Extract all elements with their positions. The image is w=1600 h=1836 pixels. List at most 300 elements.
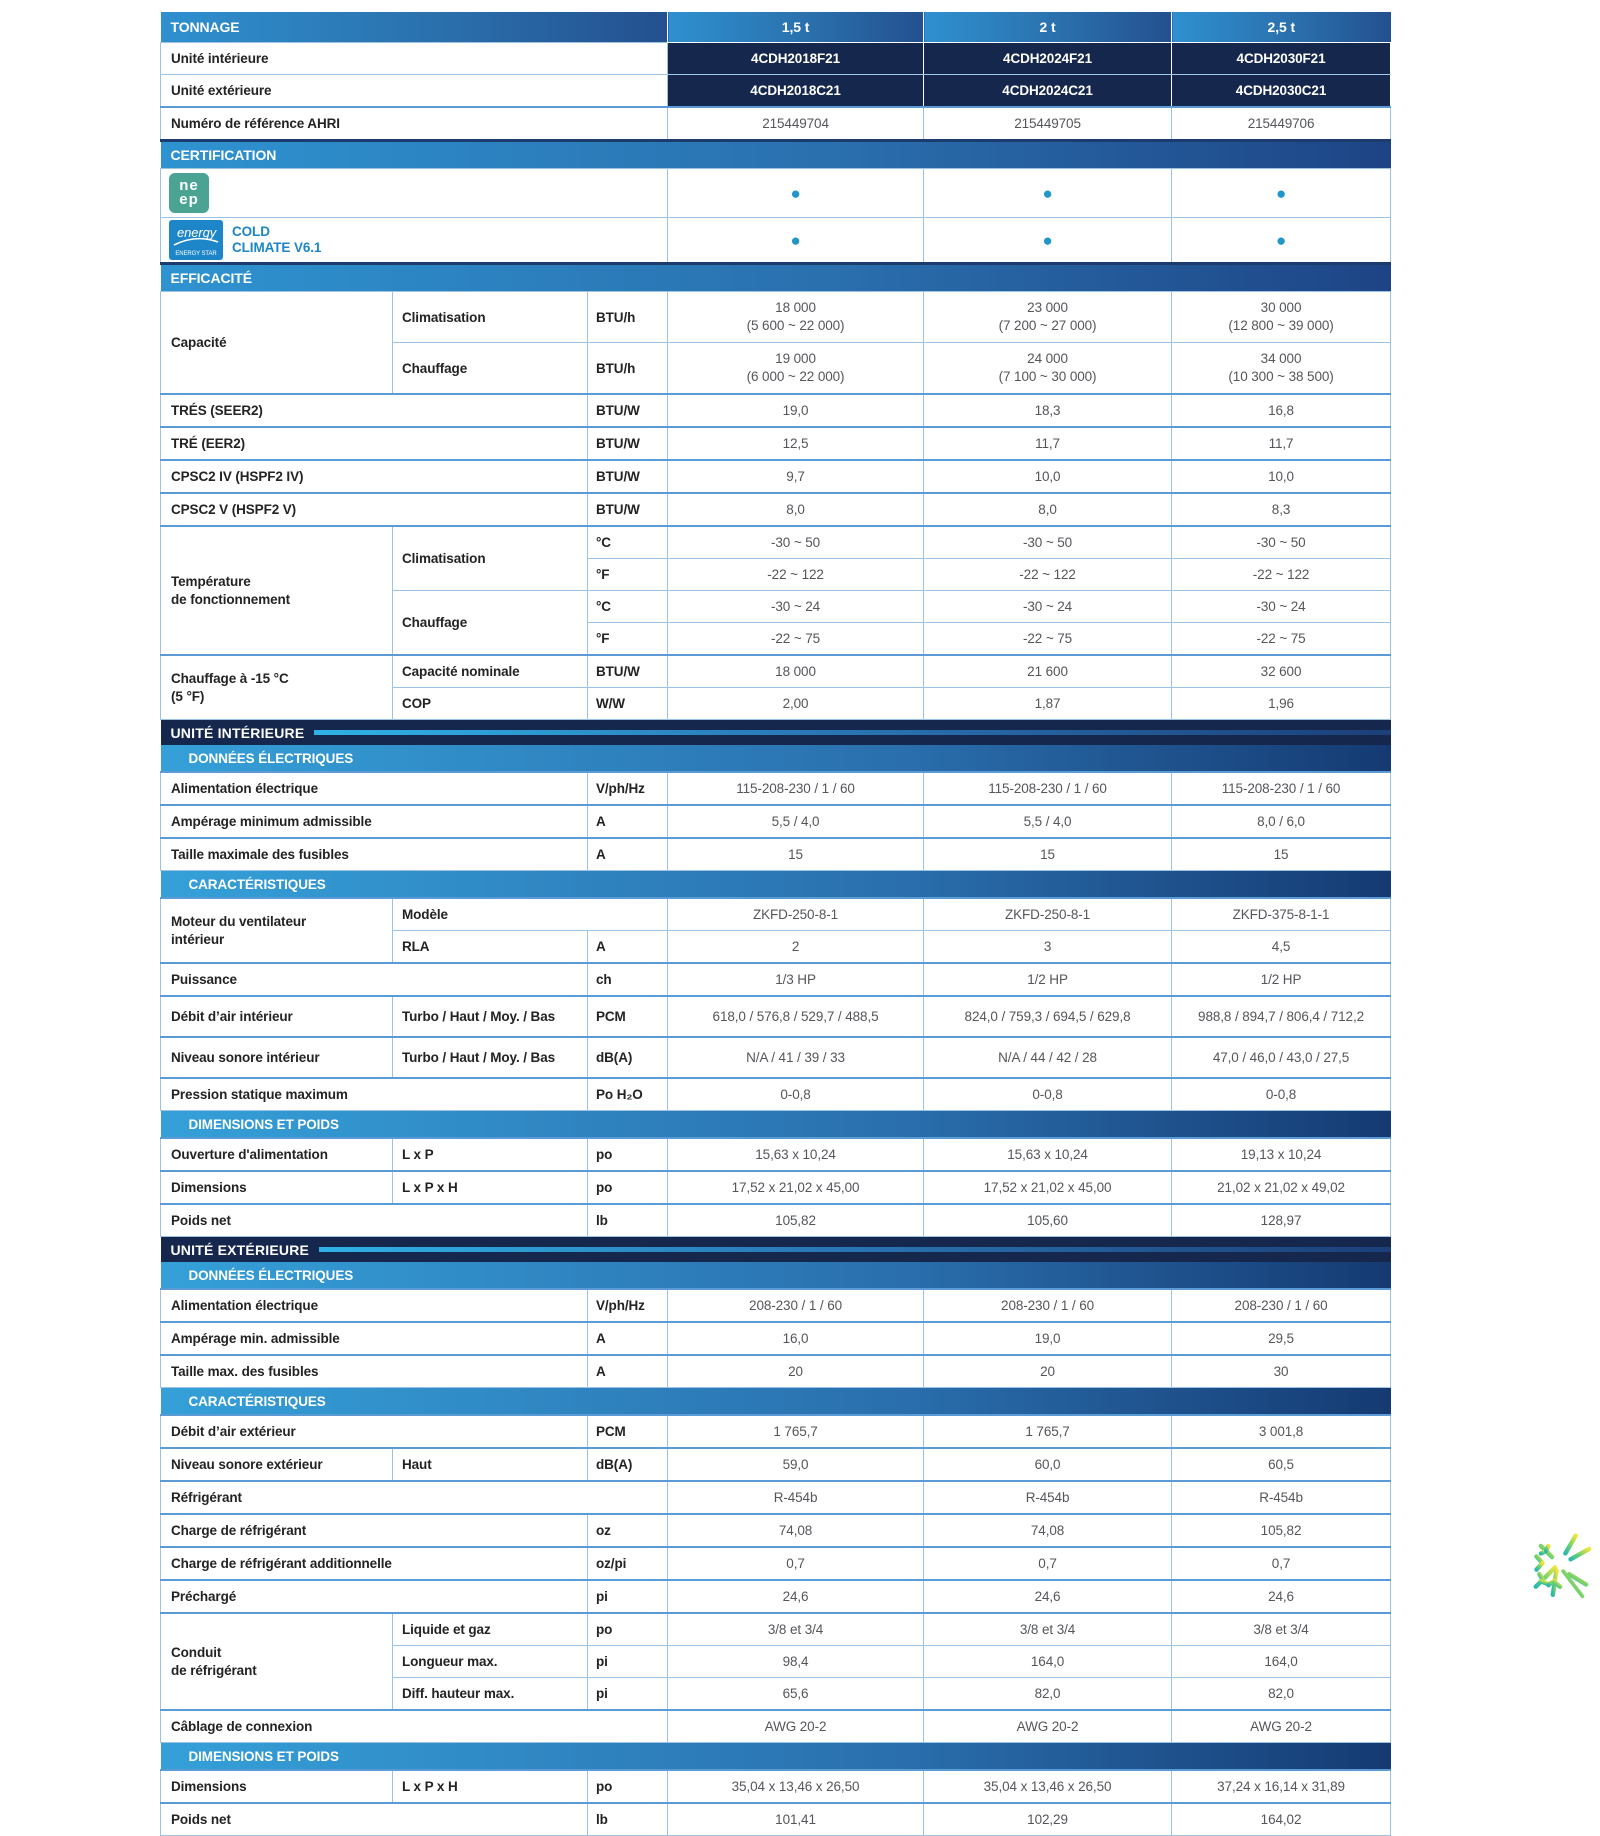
row-sublabel: Modèle [393,898,668,931]
row-unit: ch [588,963,668,996]
row-label: Débit d’air extérieur [161,1415,588,1448]
subsection-title: DONNÉES ÉLECTRIQUES [161,1262,1391,1289]
iu-motor-model-row [161,898,1391,931]
row-unit: Po H₂O [588,1078,668,1111]
row-value: R-454b [924,1481,1172,1514]
indoor-model-row [161,43,1391,75]
row-value: 164,0 [924,1646,1172,1678]
spec-sheet [160,12,1390,1836]
certification-band [161,141,1391,169]
row-unit: °C [588,591,668,623]
row-value: 128,97 [1172,1204,1391,1237]
row-value: 1/3 HP [668,963,924,996]
row-sublabel: Chauffage [393,591,588,656]
row-value: AWG 20-2 [924,1710,1172,1743]
row-unit: °C [588,526,668,559]
efficacite-band [161,264,1391,292]
model-cell: 4CDH2018F21 [668,43,924,75]
eer2-row [161,427,1391,460]
row-label: Dimensions [161,1171,393,1204]
eu-debit-row [161,1415,1391,1448]
row-label: Dimensions [161,1770,393,1803]
row-value: ZKFD-250-8-1 [924,898,1172,931]
row-label: Unité extérieure [161,75,668,108]
row-value: 35,04 x 13,46 x 26,50 [924,1770,1172,1803]
eu-fusibles-row [161,1355,1391,1388]
eu-refrigerant-row [161,1481,1391,1514]
row-value: 215449706 [1172,107,1391,141]
row-value: 32 600 [1172,655,1391,688]
row-value: 8,0 [924,493,1172,526]
row-unit: po [588,1770,668,1803]
row-value: 82,0 [924,1678,1172,1711]
row-value: 21,02 x 21,02 x 49,02 [1172,1171,1391,1204]
row-value: 3 001,8 [1172,1415,1391,1448]
row-value: -30 ~ 24 [1172,591,1391,623]
model-cell: 4CDH2024C21 [924,75,1172,108]
row-unit: dB(A) [588,1448,668,1481]
row-value: -22 ~ 75 [924,623,1172,656]
row-value: 59,0 [668,1448,924,1481]
row-value: -22 ~ 122 [924,559,1172,591]
row-unit: V/ph/Hz [588,1289,668,1322]
row-value: 0,7 [924,1547,1172,1580]
row-unit: PCM [588,1415,668,1448]
row-unit: pi [588,1646,668,1678]
row-value: -30 ~ 24 [668,591,924,623]
cold-climate-label: CLIMATE V6.1 [232,240,322,255]
h15-capacity-row [161,655,1391,688]
row-value: 23 000 (7 200 ~ 27 000) [924,292,1172,343]
row-label: Conduit de réfrigérant [161,1613,393,1710]
row-value: 60,0 [924,1448,1172,1481]
neep-letters: ne [179,176,199,194]
row-unit: PCM [588,996,668,1037]
row-value: 4,5 [1172,931,1391,964]
certified-cell [924,169,1172,218]
capacite-clim-row [161,292,1391,343]
row-label: Niveau sonore extérieur [161,1448,393,1481]
row-value: R-454b [1172,1481,1391,1514]
row-unit: pi [588,1580,668,1613]
ahri-row [161,107,1391,141]
iu-elec-band [161,745,1391,772]
section-title: UNITÉ INTÉRIEURE [161,720,1391,746]
row-value: 215449705 [924,107,1172,141]
certified-dot: ● [790,230,801,250]
row-value: 24 000 (7 100 ~ 30 000) [924,343,1172,395]
row-value: 60,5 [1172,1448,1391,1481]
row-unit: po [588,1613,668,1646]
row-unit: po [588,1171,668,1204]
row-value: 47,0 / 46,0 / 43,0 / 27,5 [1172,1037,1391,1078]
cold-climate-logo [161,218,668,264]
row-value: 11,7 [1172,427,1391,460]
row-unit: lb [588,1803,668,1836]
row-sublabel: RLA [393,931,588,964]
row-value: 98,4 [668,1646,924,1678]
row-sublabel: Turbo / Haut / Moy. / Bas [393,1037,588,1078]
row-sublabel: Turbo / Haut / Moy. / Bas [393,996,588,1037]
band-stripe [314,730,1390,735]
certified-dot: ● [1042,183,1053,203]
row-unit: A [588,838,668,871]
iu-fusibles-row [161,838,1391,871]
row-value: 10,0 [1172,460,1391,493]
row-value: 164,02 [1172,1803,1391,1836]
row-unit: BTU/W [588,394,668,427]
row-label: Pression statique maximum [161,1078,588,1111]
certified-cell [668,169,924,218]
snowflake-sun-logo [1521,1526,1595,1600]
seer2-row [161,394,1391,427]
row-value: ZKFD-375-8-1-1 [1172,898,1391,931]
eu-charge-row [161,1514,1391,1547]
row-value: 5,5 / 4,0 [924,805,1172,838]
row-value: 3/8 et 3/4 [924,1613,1172,1646]
row-value: 82,0 [1172,1678,1391,1711]
eu-amperage-row [161,1322,1391,1355]
eu-precharge-row [161,1580,1391,1613]
row-value: 115-208-230 / 1 / 60 [668,772,924,805]
row-label: Ouverture d'alimentation [161,1138,393,1171]
row-value: 988,8 / 894,7 / 806,4 / 712,2 [1172,996,1391,1037]
row-value: 18 000 [668,655,924,688]
certified-cell [668,218,924,264]
row-value: 19,13 x 10,24 [1172,1138,1391,1171]
row-value: 19 000 (6 000 ~ 22 000) [668,343,924,395]
row-label: Câblage de connexion [161,1710,668,1743]
row-unit: BTU/h [588,343,668,395]
iu-ouverture-row [161,1138,1391,1171]
tonnage-label: TONNAGE [161,12,668,43]
iu-puissance-row [161,963,1391,996]
row-value: 10,0 [924,460,1172,493]
row-value: 18 000 (5 600 ~ 22 000) [668,292,924,343]
outdoor-unit-band [161,1237,1391,1263]
eu-sonore-row [161,1448,1391,1481]
certified-cell [1172,218,1391,264]
row-label: Moteur du ventilateur intérieur [161,898,393,963]
row-value: 3 [924,931,1172,964]
row-label: Taille maximale des fusibles [161,838,588,871]
row-sublabel: Climatisation [393,292,588,343]
row-value: 1/2 HP [1172,963,1391,996]
row-value: 3/8 et 3/4 [668,1613,924,1646]
row-label: Poids net [161,1204,588,1237]
row-label: Ampérage min. admissible [161,1322,588,1355]
row-sublabel: L x P x H [393,1171,588,1204]
row-value: 35,04 x 13,46 x 26,50 [668,1770,924,1803]
row-value: 1/2 HP [924,963,1172,996]
subsection-title: DIMENSIONS ET POIDS [161,1743,1391,1771]
eu-charge-add-row [161,1547,1391,1580]
subsection-title: CARACTÉRISTIQUES [161,871,1391,899]
model-cell: 4CDH2024F21 [924,43,1172,75]
certified-cell [1172,169,1391,218]
row-value: 101,41 [668,1803,924,1836]
row-value: -30 ~ 24 [924,591,1172,623]
row-label: Puissance [161,963,588,996]
band-stripe [319,1247,1390,1252]
row-label: Taille max. des fusibles [161,1355,588,1388]
iu-debit-row [161,996,1391,1037]
row-value: 105,60 [924,1204,1172,1237]
row-label: Alimentation électrique [161,772,588,805]
row-value: 24,6 [924,1580,1172,1613]
row-sublabel: Climatisation [393,526,588,591]
row-value: 618,0 / 576,8 / 529,7 / 488,5 [668,996,924,1037]
row-unit: A [588,1322,668,1355]
row-value: -30 ~ 50 [1172,526,1391,559]
row-value: AWG 20-2 [668,1710,924,1743]
iu-carac-band [161,871,1391,899]
model-cell: 4CDH2030C21 [1172,75,1391,108]
row-value: 20 [924,1355,1172,1388]
model-cell: 4CDH2030F21 [1172,43,1391,75]
tonnage-value: 1,5 t [668,12,924,43]
row-label: CPSC2 V (HSPF2 V) [161,493,588,526]
cold-climate-row [161,218,1391,264]
row-unit: A [588,1355,668,1388]
row-label: TRÉS (SEER2) [161,394,588,427]
hspf2-iv-row [161,460,1391,493]
row-unit: BTU/h [588,292,668,343]
section-title: CERTIFICATION [161,141,1391,169]
iu-poids-row [161,1204,1391,1237]
svg-text:ENERGY STAR: ENERGY STAR [175,251,217,257]
row-value: 215449704 [668,107,924,141]
row-unit: lb [588,1204,668,1237]
row-label: Ampérage minimum admissible [161,805,588,838]
row-value: 19,0 [924,1322,1172,1355]
row-value: 1 765,7 [668,1415,924,1448]
iu-dimensions-row [161,1171,1391,1204]
row-value: 16,0 [668,1322,924,1355]
row-value: 1,87 [924,688,1172,720]
row-value: 65,6 [668,1678,924,1711]
row-label: Capacité [161,292,393,395]
row-value: -30 ~ 50 [924,526,1172,559]
row-sublabel: L x P x H [393,1770,588,1803]
row-value: 9,7 [668,460,924,493]
row-unit: °F [588,623,668,656]
row-value: 15 [1172,838,1391,871]
row-value: R-454b [668,1481,924,1514]
row-value: 8,3 [1172,493,1391,526]
row-value: 8,0 / 6,0 [1172,805,1391,838]
row-value: 3/8 et 3/4 [1172,1613,1391,1646]
row-label: Charge de réfrigérant [161,1514,588,1547]
row-value: 105,82 [668,1204,924,1237]
row-value: 208-230 / 1 / 60 [668,1289,924,1322]
row-value: 11,7 [924,427,1172,460]
row-unit: pi [588,1678,668,1711]
iu-amperage-row [161,805,1391,838]
certified-cell [924,218,1172,264]
row-value: 0-0,8 [924,1078,1172,1111]
model-cell: 4CDH2018C21 [668,75,924,108]
tonnage-value: 2 t [924,12,1172,43]
neep-logo-mark [169,173,209,213]
row-unit: V/ph/Hz [588,772,668,805]
row-label: Température de fonctionnement [161,526,393,655]
row-sublabel: L x P [393,1138,588,1171]
row-sublabel: Capacité nominale [393,655,588,688]
row-value: 19,0 [668,394,924,427]
row-label: Unité intérieure [161,43,668,75]
row-unit: W/W [588,688,668,720]
row-value: 1,96 [1172,688,1391,720]
row-label: Réfrigérant [161,1481,668,1514]
row-value: 15,63 x 10,24 [924,1138,1172,1171]
row-value: 1 765,7 [924,1415,1172,1448]
row-label: Niveau sonore intérieur [161,1037,393,1078]
row-sublabel: Haut [393,1448,588,1481]
row-unit: po [588,1138,668,1171]
row-value: 15 [924,838,1172,871]
row-label: CPSC2 IV (HSPF2 IV) [161,460,588,493]
row-unit: A [588,805,668,838]
row-value: 115-208-230 / 1 / 60 [1172,772,1391,805]
row-value: 105,82 [1172,1514,1391,1547]
row-sublabel: COP [393,688,588,720]
row-unit: BTU/W [588,460,668,493]
row-value: 15,63 x 10,24 [668,1138,924,1171]
row-value: 37,24 x 16,14 x 31,89 [1172,1770,1391,1803]
section-title: UNITÉ EXTÉRIEURE [161,1237,1391,1263]
row-value: 18,3 [924,394,1172,427]
hspf2-v-row [161,493,1391,526]
subsection-title: DIMENSIONS ET POIDS [161,1111,1391,1139]
energy-star-icon [169,220,223,260]
row-value: 30 000 (12 800 ~ 39 000) [1172,292,1391,343]
row-unit: °F [588,559,668,591]
row-label: Chauffage à -15 °C (5 °F) [161,655,393,720]
eu-alimentation-row [161,1289,1391,1322]
eu-elec-band [161,1262,1391,1289]
row-value: 30 [1172,1355,1391,1388]
eu-dims-band [161,1743,1391,1771]
row-value: 824,0 / 759,3 / 694,5 / 629,8 [924,996,1172,1037]
spec-table [160,12,1391,1836]
row-unit: oz/pi [588,1547,668,1580]
row-label: Poids net [161,1803,588,1836]
certified-dot: ● [1275,183,1287,203]
row-value: 74,08 [924,1514,1172,1547]
row-value: -30 ~ 50 [668,526,924,559]
row-unit: BTU/W [588,427,668,460]
tonnage-value: 2,5 t [1172,12,1391,43]
row-value: 24,6 [668,1580,924,1613]
row-value: 20 [668,1355,924,1388]
row-value: 164,0 [1172,1646,1391,1678]
outdoor-model-row [161,75,1391,108]
row-value: 12,5 [668,427,924,460]
row-value: 5,5 / 4,0 [668,805,924,838]
row-value: ZKFD-250-8-1 [668,898,924,931]
row-value: 17,52 x 21,02 x 45,00 [668,1171,924,1204]
row-label: Numéro de référence AHRI [161,107,668,141]
iu-sonore-row [161,1037,1391,1078]
row-value: 17,52 x 21,02 x 45,00 [924,1171,1172,1204]
row-value: 2 [668,931,924,964]
row-sublabel: Diff. hauteur max. [393,1678,588,1711]
section-title: EFFICACITÉ [161,264,1391,292]
subsection-title: CARACTÉRISTIQUES [161,1388,1391,1416]
row-value: -22 ~ 122 [668,559,924,591]
row-unit: A [588,931,668,964]
eu-carac-band [161,1388,1391,1416]
row-value: 0-0,8 [1172,1078,1391,1111]
row-sublabel: Liquide et gaz [393,1613,588,1646]
eu-conduit-liquide-row [161,1613,1391,1646]
row-value: N/A / 44 / 42 / 28 [924,1037,1172,1078]
row-value: 0,7 [1172,1547,1391,1580]
row-value: N/A / 41 / 39 / 33 [668,1037,924,1078]
svg-text:energy: energy [177,225,217,240]
row-unit: BTU/W [588,493,668,526]
row-value: 74,08 [668,1514,924,1547]
cold-climate-label: COLD [232,224,270,240]
row-unit: dB(A) [588,1037,668,1078]
certified-dot: ● [1042,230,1053,250]
row-value: 102,29 [924,1803,1172,1836]
row-unit: oz [588,1514,668,1547]
row-label: Alimentation électrique [161,1289,588,1322]
row-value: 8,0 [668,493,924,526]
row-label: Préchargé [161,1580,588,1613]
row-value: -22 ~ 75 [1172,623,1391,656]
row-unit: BTU/W [588,655,668,688]
row-value: -22 ~ 75 [668,623,924,656]
iu-alimentation-row [161,772,1391,805]
eu-cablage-row [161,1710,1391,1743]
row-value: 0-0,8 [668,1078,924,1111]
row-value: 0,7 [668,1547,924,1580]
eu-poids-row [161,1803,1391,1836]
row-value: AWG 20-2 [1172,1710,1391,1743]
row-value: 24,6 [1172,1580,1391,1613]
row-value: 115-208-230 / 1 / 60 [924,772,1172,805]
row-value: 15 [668,838,924,871]
row-value: 16,8 [1172,394,1391,427]
row-sublabel: Longueur max. [393,1646,588,1678]
neep-letters: ep [179,191,199,208]
certified-dot: ● [1275,230,1287,250]
neep-logo [161,169,668,218]
row-label: Charge de réfrigérant additionnelle [161,1547,588,1580]
temp-clim-c-row [161,526,1391,559]
tonnage-header-row [161,12,1391,43]
indoor-unit-band [161,720,1391,746]
row-value: 34 000 (10 300 ~ 38 500) [1172,343,1391,395]
row-value: 2,00 [668,688,924,720]
certified-dot: ● [790,183,801,203]
row-label: TRÉ (EER2) [161,427,588,460]
subsection-title: DONNÉES ÉLECTRIQUES [161,745,1391,772]
eu-dimensions-row [161,1770,1391,1803]
neep-row [161,169,1391,218]
row-value: 21 600 [924,655,1172,688]
row-sublabel: Chauffage [393,343,588,395]
row-value: 29,5 [1172,1322,1391,1355]
row-value: 208-230 / 1 / 60 [924,1289,1172,1322]
iu-pression-row [161,1078,1391,1111]
row-value: -22 ~ 122 [1172,559,1391,591]
iu-dims-band [161,1111,1391,1139]
row-label: Débit d’air intérieur [161,996,393,1037]
